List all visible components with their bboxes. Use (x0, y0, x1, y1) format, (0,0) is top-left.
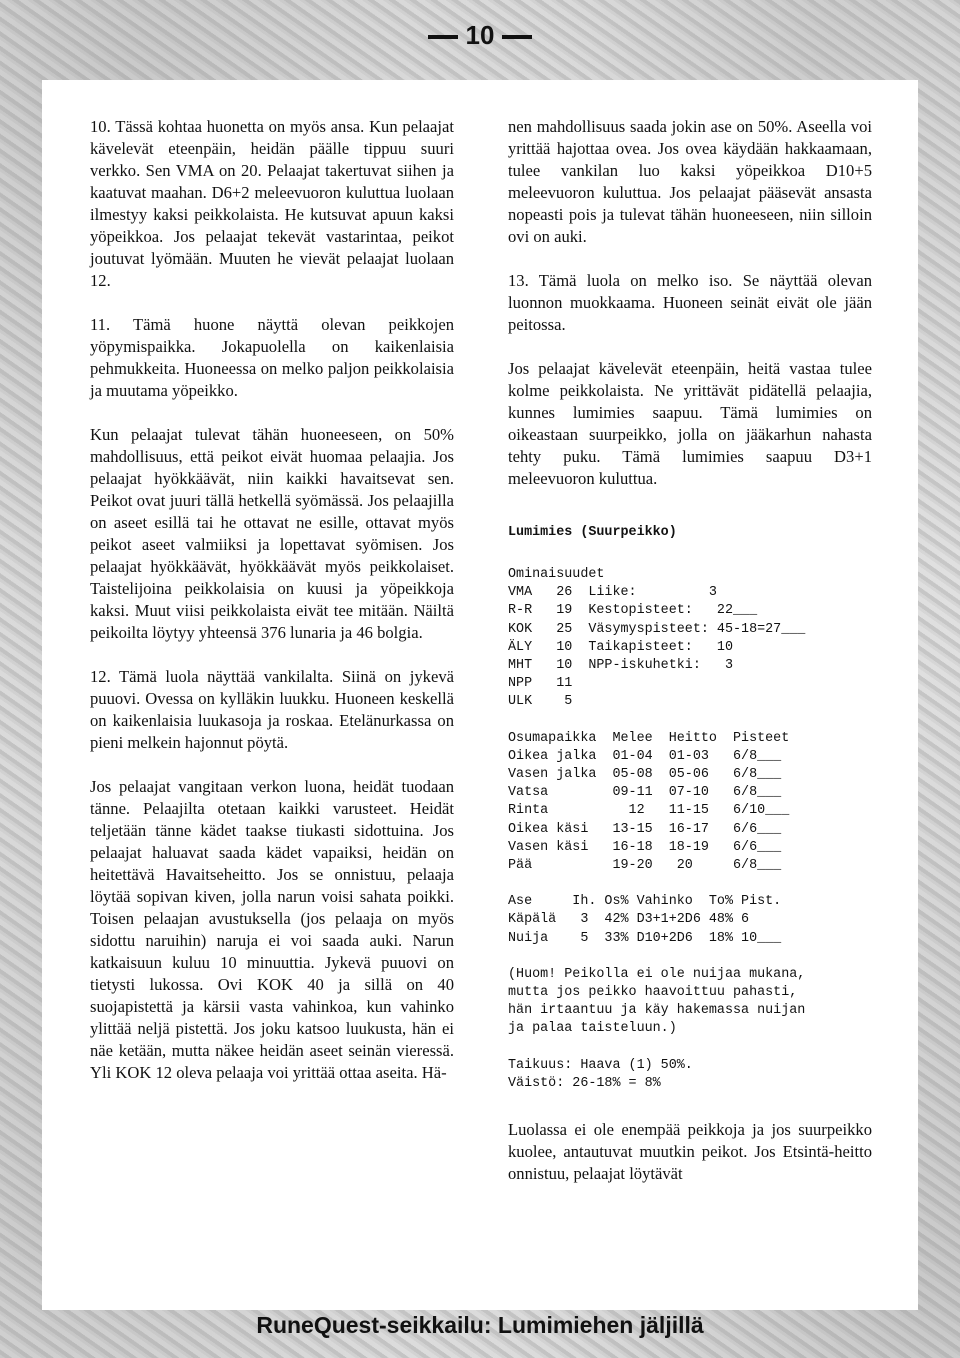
room-13-detail-paragraph: Jos pelaajat kävelevät eteenpäin, heitä vastaa tulee kolme peikkolaista. Ne yrittävät pidätellä pelaajia, kunnes lumimies saapuu. Tämä lumimies on oikeastaan suurpeikko, jolla on jääkarhun nahasta tehty puku. Tämä lumimies saapuu D3+1 meleevuoron kuluttua. (508, 359, 872, 488)
dash-left (428, 35, 458, 39)
room-12-paragraph: 12. Tämä luola näyttää vankilalta. Siinä on jykevä puuovi. Ovessa on kylläkin luukku. Huoneen keskellä on kaikenlaisia luukasoja ja roskaa. Etelänurkassa on pieni melkein hajonnut pöytä. (90, 667, 454, 752)
hit-location-table: Osumapaikka Melee Heitto Pisteet Oikea jalka 01-04 01-03 6/8___ Vasen jalka 05-08 05-06 6/8___ Vatsa 09-11 07-10 6/8___ Rinta 12 11-15 6/10___ Oikea käsi 13-15 16-17 6/6___ Vasen käsi 16-18 18-19 6/6___ Pää 19-20 20 6/8___ (508, 730, 790, 874)
magic-block: Taikuus: Haava (1) 50%. Väistö: 26-18% = 8% (508, 1057, 693, 1091)
footer-title: RuneQuest-seikkailu: Lumimiehen jäljillä (256, 1312, 704, 1338)
room-13-paragraph: 13. Tämä luola on melko iso. Se näyttää olevan luonnon muokkaama. Huoneen seinät eivät ole jään peitossa. (508, 271, 872, 334)
closing-paragraph: Luolassa ei ole enempää peikkoja ja jos suurpeikko kuolee, antautuvat muutkin peikot. Jos Etsintä-heitto onnistuu, pelaajat löytävät (508, 1120, 872, 1184)
attributes-block: Ominaisuudet VMA 26 Liike: 3 R-R 19 Kestopisteet: 22___ KOK 25 Väsymyspisteet: 45-18=27___ ÄLY 10 Taikapisteet: 10 MHT 10 NPP-iskuhetki: 3 NPP 11 ULK 5 (508, 567, 806, 710)
weapons-table: Ase Ih. Os% Vahinko To% Pist. Käpälä 3 42% D3+1+2D6 48% 6 Nuija 5 33% D10+2D6 18% 10___ (508, 894, 782, 946)
stat-block-title: Lumimies (Suurpeikko) (508, 525, 677, 540)
left-column (90, 116, 454, 1084)
dash-right (502, 35, 532, 39)
right-column (508, 116, 872, 1185)
continued-paragraph: nen mahdollisuus saada jokin ase on 50%. Aseella voi yrittää hajottaa ovea. Jos ovea käydään hakkaamaan, tulee vankilan luo kaksi yöpeikkoa D10+5 meleevuoron kuluttua. Jos pelaajat pääsevät ansasta nopeasti pois ja tulevat tähän huoneeseen, niin silloin ovi on auki. (508, 117, 872, 246)
room-11-detail-paragraph: Kun pelaajat tulevat tähän huoneeseen, on 50% mahdollisuus, että peikot eivät huomaa pelaajia. Jos pelaajat hyökkäävät, niin kaikki havaitsevat sen. Peikot ovat juuri tällä hetkellä syömässä. Jos pelaajilla on aseet esillä tai he ottavat ne esille, ottavat myös peikot aseet valmiiksi ja lopettavat syömisen. Jos pelaajat hyökkäävät, hyökkäävät myös peikkolaiset. Taistelijoina peikkolaisia on kuusi ja yöpeikkoja kaksi. Muut viisi peikkolaista eivät tee mitään. Näiltä peikoilta löytyy yhteensä 376 lunaria ja 46 bolgia. (90, 425, 454, 642)
note-block: (Huom! Peikolla ei ole nuijaa mukana, mutta jos peikko haavoittuu pahasti, hän irtaantuu ja käy hakemassa nuijan ja palaa taisteluun.) (508, 966, 806, 1037)
room-10-paragraph: 10. Tässä kohtaa huonetta on myös ansa. Kun pelaajat kävelevät eteenpäin, heidän päälle tippuu suuri verkko. Sen VMA on 20. Pelaajat takertuvat siihen ja kaatuvat maahan. D6+2 meleevuoron kuluttua luolaan ilmestyy kaksi peikkolaista. He kutsuvat apuun kaksi yöpeikkoa. Jos pelaajat tekevät vastarintaa, peikot joutuvat lyömään. Muuten he vievät pelaajat luolaan 12. (90, 117, 454, 290)
page-content (42, 80, 918, 1310)
room-12-detail-paragraph: Jos pelaajat vangitaan verkon luona, heidät tuodaan tänne. Pelaajilta otetaan kaikki varusteet. Heidät teljetään tänne kädet taakse tiukasti sidottuina. Jos pelaajat haluavat saada kädet vapaiksi, heidän on heitettävä Havaitseheitto. Jos se onnistuu, pelaaja löytää sopivan kiven, jolla narun voisi sahata poikki. Toisen pelaajan avustuksella (jos pelaaja on myös sidottu naruihin) naruja ei voi saada auki. Narun katkaisuun kuluu 10 minuuttia. Jykevä puuovi on tietysti lukossa. Ovi KOK 40 ja sillä on 40 suojapistettä ja kärsii vasta vahinkoa, kun vahinko ylittää neljä pistettä. Jos joku katsoo luukusta, hän ei näe ketään, mutta näkee heidän aseet seinän vieressä. Yli KOK 12 oleva pelaaja voi yrittää ottaa aseita. Hä- (90, 777, 454, 1082)
page-number (0, 20, 960, 51)
room-11-paragraph: 11. Tämä huone näyttä olevan peikkojen yöpymispaikka. Jokapuolella on kaikenlaisia pehmukkeita. Huoneessa on melko paljon peikkolaisia ja muutama yöpeikko. (90, 315, 454, 400)
page-number-text: 10 (465, 20, 495, 50)
